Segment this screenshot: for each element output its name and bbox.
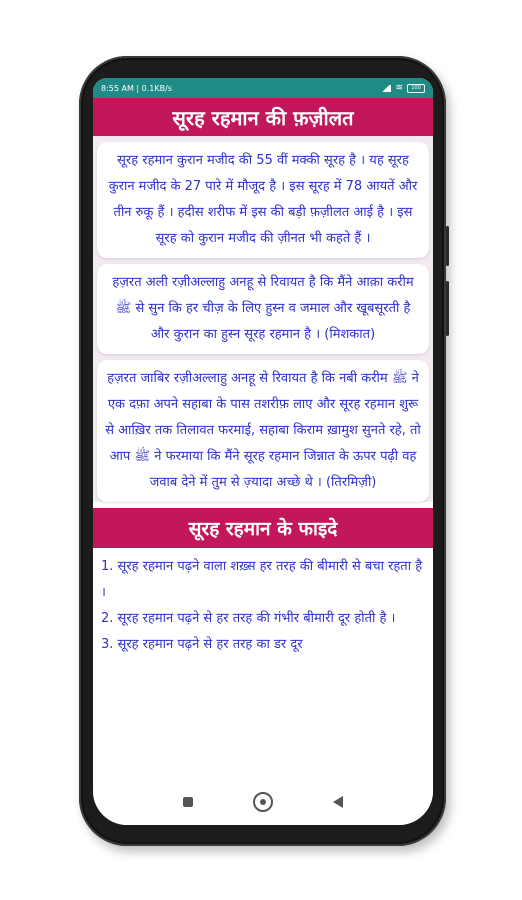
fazilat-card-2 bbox=[97, 264, 429, 354]
status-bar bbox=[93, 78, 433, 98]
page-title-text: सूरह रहमान की फ़ज़ीलत bbox=[172, 105, 354, 130]
home-button[interactable] bbox=[253, 792, 273, 812]
card-text: हज़रत जाबिर रज़ीअल्लाहु अनहू से रिवायत है कि नबी करीम ﷺ ने एक दफ़ा अपने सहाबा के पास तशरीफ़ लाए और सूरह रहमान शुरू से आख़िर तक तिलावत फरमाई, सहाबा किराम ख़ामुश सुनते रहे, तो आप ﷺ ने फरमाया कि मैंने सूरह रहमान जिन्नात के ऊपर पढ़ी वह जवाब देने में तुम से ज़्यादा अच्छे थे । (तिरमिज़ी) bbox=[105, 371, 421, 490]
fazilat-content[interactable] bbox=[93, 136, 433, 502]
benefits-list[interactable] bbox=[93, 548, 433, 666]
status-icons bbox=[381, 84, 425, 93]
page-title bbox=[93, 98, 433, 136]
battery-icon: 100 bbox=[407, 84, 425, 93]
list-item: 2. सूरह रहमान पढ़ने से हर तरह की गंभीर बीमारी दूर होती है । bbox=[101, 611, 396, 626]
app-screen bbox=[93, 78, 433, 825]
navigation-bar bbox=[93, 779, 433, 825]
section-title-text: सूरह रहमान के फाइदे bbox=[188, 518, 338, 540]
card-text: सूरह रहमान कुरान मजीद की 55 वीं मक्की सूरह है । यह सूरह कुरान मजीद के 27 पारे में मौजूद है । इस सूरह में 78 आयतें और तीन रुकू हैं । हदीस शरीफ में इस की बड़ी फ़ज़ीलत आई है । इस सूरह को कुरान मजीद की ज़ीनत भी कहते हैं । bbox=[108, 153, 418, 246]
volume-button bbox=[446, 226, 449, 266]
list-item: 1. सूरह रहमान पढ़ने वाला शख़्स हर तरह की बीमारी से बचा रहता है । bbox=[101, 559, 423, 600]
list-item: 3. सूरह रहमान पढ़ने से हर तरह का डर दूर bbox=[101, 637, 303, 652]
power-button bbox=[446, 281, 449, 336]
signal-icon bbox=[381, 85, 391, 92]
section-title-benefits bbox=[93, 508, 433, 548]
card-text: हज़रत अली रज़ीअल्लाहु अनहू से रिवायत है कि मैंने आक़ा करीम ﷺ से सुन कि हर चीज़ के लिए हुस्न व जमाल और खूबसूरती है और कुरान का हुस्न सूरह रहमान है । (मिशकात) bbox=[112, 275, 414, 342]
fazilat-card-1 bbox=[97, 142, 429, 258]
recents-button[interactable] bbox=[183, 797, 193, 807]
status-time: 8:55 AM | 0.1KB/s bbox=[101, 83, 172, 93]
fazilat-card-3 bbox=[97, 360, 429, 502]
back-button[interactable] bbox=[333, 796, 343, 808]
wifi-icon: ≋ bbox=[395, 82, 403, 93]
